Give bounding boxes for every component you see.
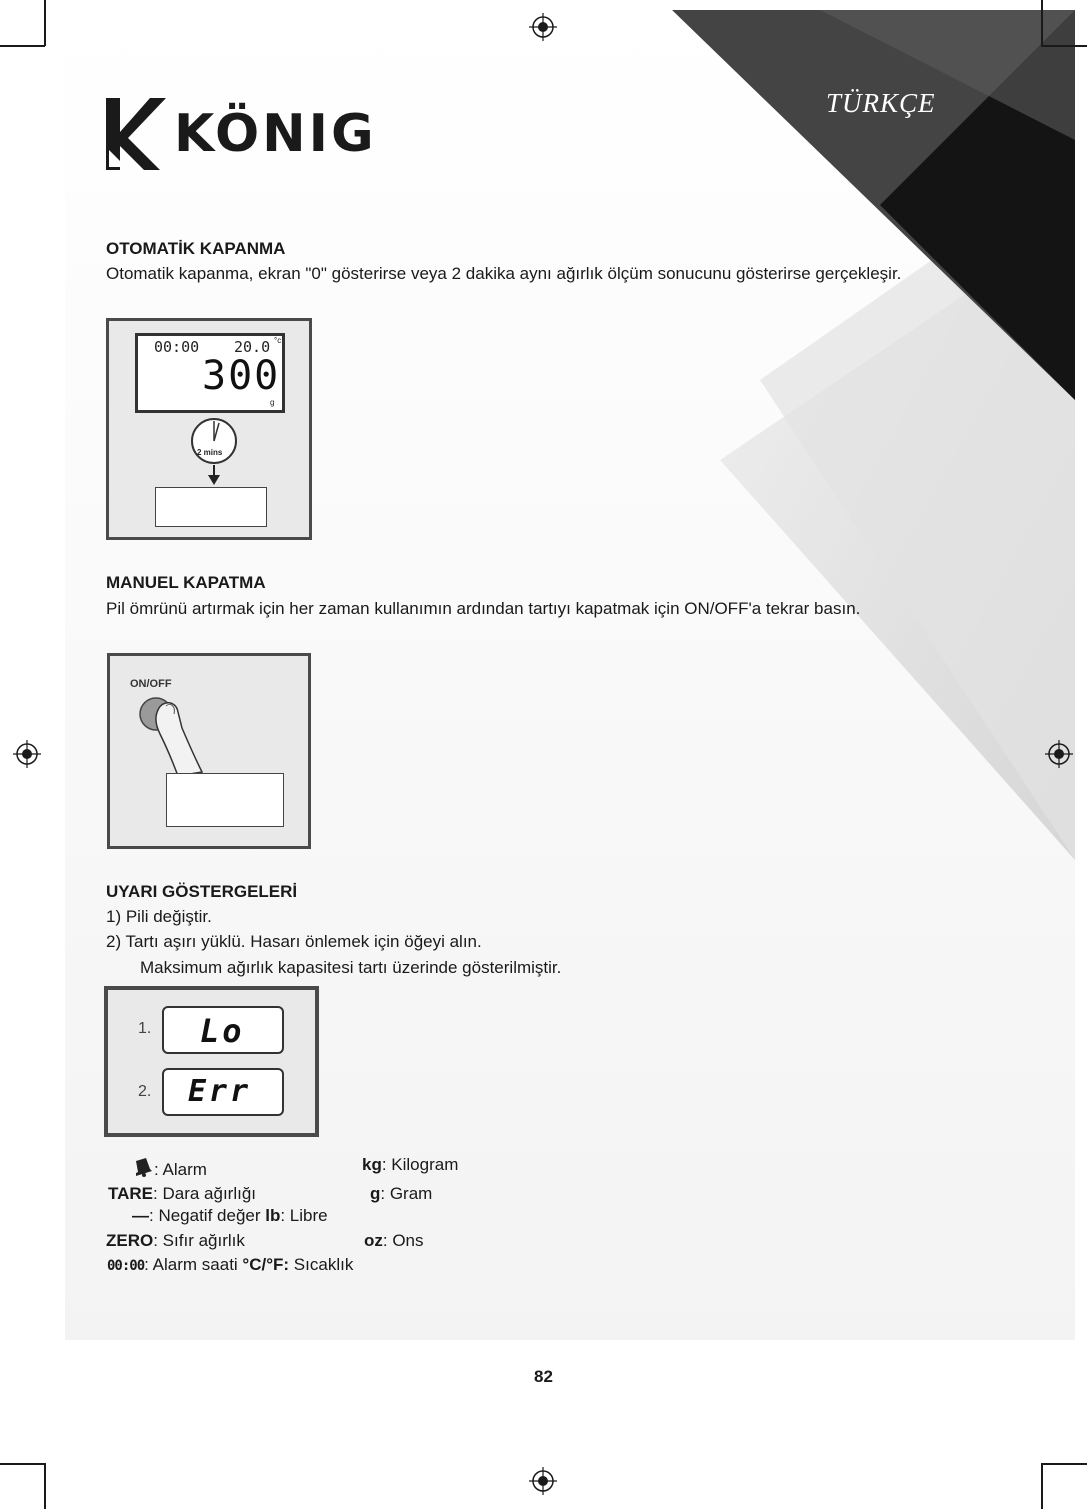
section-title-manual-off: MANUEL KAPATMA: [106, 573, 266, 592]
warning-num-2: 2.: [138, 1083, 152, 1100]
legend-clock-value: : Alarm saati: [144, 1255, 243, 1274]
brand-wordmark: KÖNIG: [174, 104, 377, 164]
finger-press-icon: [132, 692, 212, 782]
legend-temp-key: °C/°F:: [242, 1255, 290, 1274]
legend-negative: [132, 1206, 328, 1226]
brand-logo: [106, 98, 381, 170]
lcd-err-text: Err: [188, 1074, 252, 1109]
legend-g-value: : Gram: [380, 1184, 433, 1203]
crop-mark: [44, 1463, 46, 1509]
legend-oz: [364, 1231, 424, 1251]
on-off-label: ON/OFF: [130, 678, 172, 690]
legend-alarm: : Alarm: [154, 1160, 207, 1179]
lcd-display: [135, 333, 285, 413]
page-number: 82: [534, 1367, 553, 1386]
warning-num-1: 1.: [138, 1020, 152, 1037]
figure-manual-off: [107, 653, 311, 849]
legend-lb-value: : Libre: [280, 1206, 328, 1225]
warning-item-2: 2) Tartı aşırı yüklü. Hasarı önlemek için öğeyi alın.: [106, 932, 482, 951]
legend-kg-key: kg: [362, 1155, 382, 1174]
legend-zero-value: : Sıfır ağırlık: [153, 1231, 245, 1250]
section-text-manual-off: Pil ömrünü artırmak için her zaman kullanımın ardından tartıyı kapatmak için ON/OFF'a tekrar basın.: [106, 599, 861, 618]
clock-glyph-icon: 00:00: [107, 1258, 145, 1274]
lcd-temp-unit: °c: [274, 336, 282, 345]
registration-mark-icon: [13, 740, 41, 768]
legend-oz-value: : Ons: [382, 1231, 424, 1250]
registration-mark-icon: [529, 1467, 557, 1495]
registration-mark-icon: [1045, 740, 1073, 768]
brand-logo-mark: [106, 98, 168, 170]
language-label: TÜRKÇE: [826, 88, 936, 118]
legend-oz-key: oz: [364, 1231, 383, 1250]
legend-zero: [106, 1231, 245, 1251]
crop-mark: [1041, 1463, 1087, 1465]
registration-mark-icon: [529, 13, 557, 41]
crop-mark: [0, 45, 45, 47]
blank-display: [155, 487, 267, 527]
legend-tare: [108, 1184, 256, 1204]
legend-tare-value: : Dara ağırlığı: [153, 1184, 257, 1203]
legend-lb-key: lb: [265, 1206, 281, 1225]
legend-g: [370, 1184, 432, 1204]
legend-kg: [362, 1155, 458, 1175]
alarm-bell-icon: [132, 1157, 154, 1177]
section-title-auto-off: OTOMATİK KAPANMA: [106, 239, 286, 258]
crop-mark: [1041, 45, 1087, 47]
timer-label: 2 mins: [197, 448, 223, 457]
warning-item-1: 1) Pili değiştir.: [106, 907, 212, 926]
lcd-lo-display: [162, 1006, 284, 1054]
legend-tare-key: TARE: [108, 1184, 154, 1203]
crop-mark: [44, 0, 46, 46]
lcd-weight: 300: [202, 353, 281, 399]
blank-display: [166, 773, 284, 827]
legend-zero-key: ZERO: [106, 1231, 154, 1250]
lcd-lo-text: Lo: [200, 1012, 245, 1050]
crop-mark: [1041, 1463, 1043, 1509]
crop-mark: [1041, 0, 1043, 46]
figure-warnings: [104, 986, 319, 1137]
lcd-temp: 20.0: [234, 338, 271, 356]
lcd-weight-unit: g: [270, 398, 275, 407]
figure-auto-off: [106, 318, 312, 540]
section-text-auto-off: Otomatik kapanma, ekran "0" gösterirse veya 2 dakika aynı ağırlık ölçüm sonucunu gösterirse gerçekleşir.: [106, 264, 902, 283]
lcd-err-display: [162, 1068, 284, 1116]
legend-negative-value: : Negatif değer: [149, 1206, 266, 1225]
legend-temp-value: Sıcaklık: [289, 1255, 354, 1274]
legend-g-key: g: [370, 1184, 381, 1203]
crop-mark: [0, 1463, 45, 1465]
legend-negative-key: —: [132, 1206, 149, 1225]
legend-kg-value: : Kilogram: [381, 1155, 459, 1174]
section-title-warnings: UYARI GÖSTERGELERİ: [106, 882, 298, 901]
lcd-time: 00:00: [154, 338, 200, 356]
warning-item-2-note: Maksimum ağırlık kapasitesi tartı üzerinde gösterilmiştir.: [140, 958, 562, 977]
legend-clock: [107, 1255, 353, 1275]
